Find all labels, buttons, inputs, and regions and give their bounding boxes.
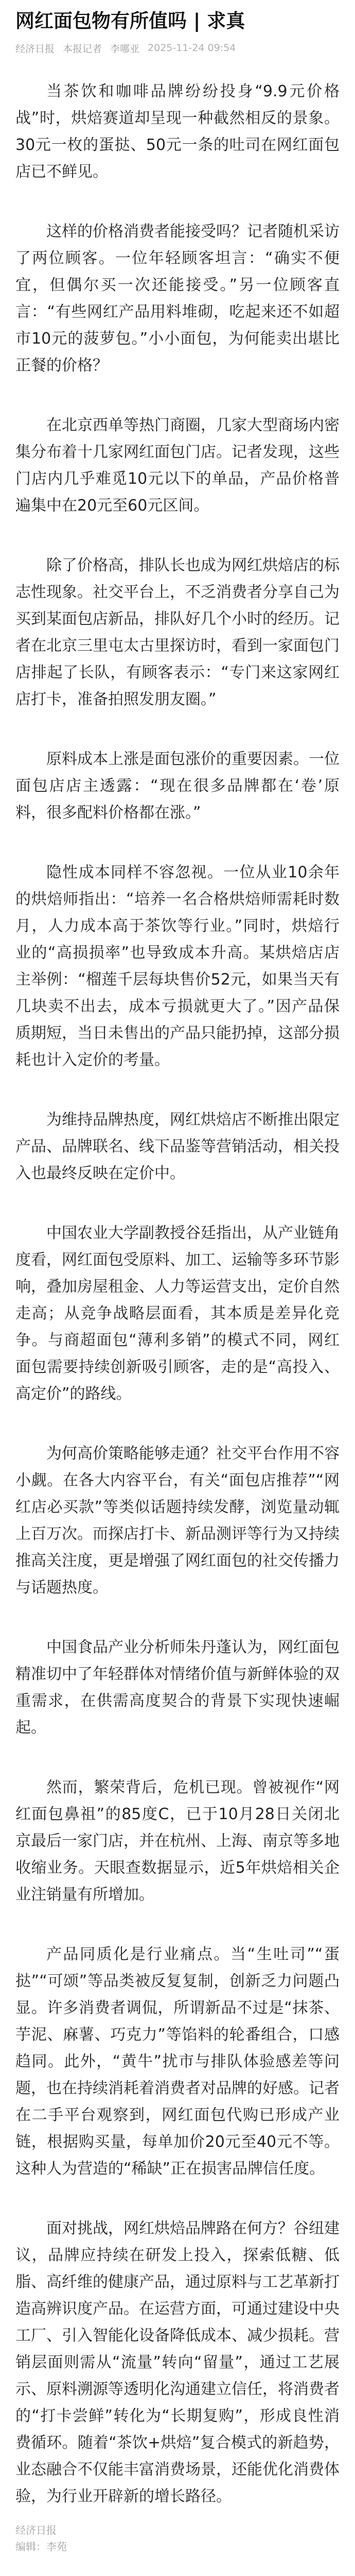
paragraph: 在北京西单等热门商圈，几家大型商场内密集分布着十几家网红面包门店。记者发现，这些门店内几乎难觅10元以下的单品，产品价格普遍集中在20元至60元区间。 — [15, 416, 340, 515]
meta-time: 2025-11-24 09:54 — [148, 42, 236, 54]
paragraph: 除了价格高，排队长也成为网红烘焙店的标志性现象。社交平台上，不乏消费者分享自己为买到某面包店新品，排队好几个小时的经历。记者在北京三里屯太古里探访时，看到一家面包门店排起了长队，有顾客表示：“专门来这家网红店打卡，准备拍照发朋友圈。” — [15, 556, 340, 708]
article-meta — [15, 41, 340, 55]
meta-reporter: 李哪亚 — [110, 43, 140, 55]
paragraph: 为维持品牌热度，网红烘焙店不断推出限定产品、品牌联名、线下品鉴等营销活动，相关投入也最终反映在定价中。 — [15, 1111, 340, 1182]
footer-source: 经济日报 — [15, 2524, 57, 2536]
paragraph: 面对挑战，网红烘焙品牌路在何方？谷纽建议，品牌应持续在研发上投入，探索低糖、低脂、高纤维的健康产品，通过原料与工艺革新打造高辨识度产品。在运营方面，可通过建设中央工厂、引入智能化设备降低成本、减少损耗。营销层面则需从“流量”转向“留量”，通过工艺展示、原料溯源等透明化沟通建立信任，将消费者的“打卡尝鲜”转化为“长期复购”，形成良性消费循环。随着“茶饮+烘焙”复合模式的新趋势，业态融合不仅能丰富消费场景，还能优化消费体验，为行业开辟新的增长路径。 — [15, 2219, 340, 2505]
footer-editor: 编辑：李苑 — [15, 2540, 67, 2553]
paragraph: 这样的价格消费者能接受吗？记者随机采访了两位顾客。一位年轻顾客坦言：“确实不便宜，但偶尔买一次还能接受。”另一位顾客直言：“有些网红产品用料堆砌，吃起来还不如超市10元的菠萝包。”小小面包，为何能卖出堪比正餐的价格？ — [15, 223, 340, 375]
paragraph: 隐性成本同样不容忽视。一位从业10余年的烘焙师指出：“培养一名合格烘焙师需耗时数月，人力成本高于茶饮等行业。”同时，烘焙行业的“高损损率”也导致成本升高。某烘焙店店主举例：“榴莲千层每块售价52元，如果当天有几块卖不出去，成本亏损就更大了。”因产品保质期短，当日未售出的产品只能扔掉，这部分损耗也计入定价的考量。 — [15, 863, 340, 1069]
paragraph: 中国食品产业分析师朱丹蓬认为，网红面包精准切中了年轻群体对情绪价值与新鲜体验的双重需求，在供需高度契合的背景下实现快速崛起。 — [15, 1638, 340, 1737]
paragraph: 中国农业大学副教授谷廷指出，从产业链角度看，网红面包受原料、加工、运输等多环节影响，叠加房屋租金、人力等运营支出，定价自然走高；从竞争战略层面看，其本质是差异化竞争。与商超面包“薄利多销”的模式不同，网红面包需要持续创新吸引顾客，走的是“高投入、高定价”的路线。 — [15, 1224, 340, 1403]
article-body — [15, 78, 340, 2554]
paragraph: 然而，繁荣背后，危机已现。曾被视作“网红面包鼻祖”的85度C，已于10月28日关闭北京最后一家门店，并在杭州、上海、南京等多地收缩业务。天眼查数据显示，近5年烘焙相关企业注销量有所增加。 — [15, 1778, 340, 1904]
meta-source[interactable]: 经济日报 — [15, 43, 55, 55]
paragraph: 为何高价策略能够走通？社交平台作用不容小觑。在各大内容平台，有关“面包店推荐”“网红店必买款”等类似话题持续发酵，浏览量动辄上百万次。而探店打卡、新品测评等行为又持续推高关注度，更是增强了网红面包的社交传播力与话题热度。 — [15, 1445, 340, 1597]
meta-author: 本报记者 — [63, 43, 102, 55]
paragraph: 产品同质化是行业痛点。当“生吐司”“蛋挞”“可颂”等品类被反复复制，创新乏力问题凸显。许多消费者调侃，所谓新品不过是“抹茶、芋泥、麻薯、巧克力”等馅料的轮番组合，口感趋同。此外，“黄牛”扰市与排队体验感差等问题，也在持续消耗着消费者对品牌的好感。记者在二手平台观察到，网红面包代购已形成产业链，根据购买量，每单加价20元至40元不等。这种人为营造的“稀缺”正在损害品牌信任度。 — [15, 1945, 340, 2178]
paragraph: 原料成本上涨是面包涨价的重要因素。一位面包店店主透露：“现在很多品牌都在‘卷’原料，很多配料价格都在涨。” — [15, 750, 340, 822]
article-title: 网红面包物有所值吗 | 求真 — [15, 10, 245, 32]
paragraph: 当茶饮和咖啡品牌纷纷投身“9.9元价格战”时，烘焙赛道却呈现一种截然相反的景象。30元一枚的蛋挞、50元一条的吐司在网红面包店已不鲜见。 — [15, 82, 340, 181]
